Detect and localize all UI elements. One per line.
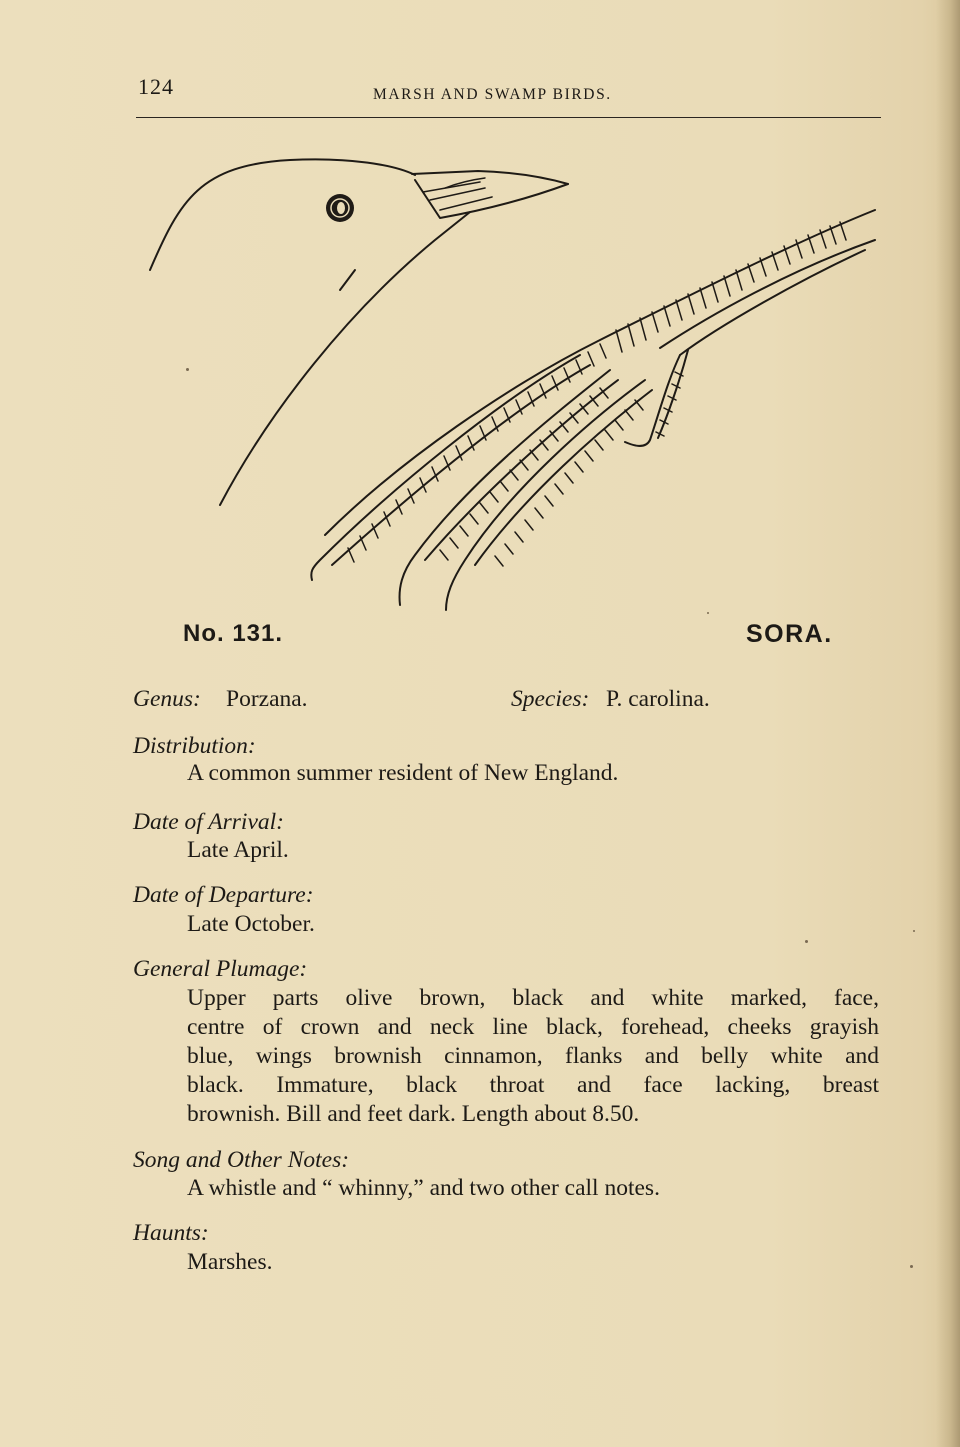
plumage-line: blue, wings brownish cinnamon, flanks and belly white and bbox=[187, 1043, 879, 1069]
departure-value: Late October. bbox=[187, 911, 315, 937]
running-head bbox=[0, 0, 960, 130]
tarsus-upper bbox=[325, 210, 875, 535]
head-outline bbox=[150, 159, 415, 270]
genus-label: Genus: bbox=[133, 686, 201, 712]
distribution-label: Distribution: bbox=[133, 733, 256, 759]
species-value: P. carolina. bbox=[606, 686, 710, 712]
bill-upper bbox=[412, 171, 568, 184]
nostril bbox=[445, 178, 485, 188]
sora-illustration bbox=[140, 140, 880, 620]
toe-middle-inner bbox=[425, 380, 618, 560]
arrival-label: Date of Arrival: bbox=[133, 809, 284, 835]
plumage-label: General Plumage: bbox=[133, 956, 308, 982]
toe-inner-b bbox=[475, 390, 652, 565]
haunts-value: Marshes. bbox=[187, 1249, 273, 1275]
plumage-line: Upper parts olive brown, black and white marked, face, bbox=[187, 985, 879, 1011]
species-label: Species: bbox=[511, 686, 590, 712]
haunts-label: Haunts: bbox=[133, 1220, 209, 1246]
sora-line-drawing bbox=[140, 140, 880, 620]
song-label: Song and Other Notes: bbox=[133, 1147, 350, 1173]
page-number: 124 bbox=[138, 74, 174, 99]
leg-back bbox=[680, 250, 865, 355]
plumage-line: brownish. Bill and feet dark. Length about 8.50. bbox=[187, 1101, 640, 1127]
scale-hatching bbox=[348, 222, 846, 566]
toe-inner bbox=[446, 380, 645, 610]
plumage-line: black. Immature, black throat and face lacking, breast bbox=[187, 1072, 879, 1098]
eye-icon bbox=[326, 194, 354, 222]
hind-toe-b bbox=[658, 350, 688, 438]
bill-mark bbox=[423, 182, 492, 210]
plumage-line: centre of crown and neck line black, forehead, cheeks grayish bbox=[187, 1014, 879, 1040]
toe-front-inner bbox=[332, 365, 590, 565]
song-value: A whistle and “ whinny,” and two other call notes. bbox=[187, 1175, 660, 1201]
header-rule bbox=[136, 117, 881, 118]
distribution-value: A common summer resident of New England. bbox=[187, 760, 619, 786]
neck-line bbox=[340, 270, 355, 290]
arrival-value: Late April. bbox=[187, 837, 289, 863]
departure-label: Date of Departure: bbox=[133, 882, 314, 908]
plumage-paragraph bbox=[187, 984, 879, 1129]
page-edge-shadow bbox=[936, 0, 960, 1447]
throat-line bbox=[220, 212, 470, 505]
entry-name: SORA. bbox=[746, 620, 833, 648]
entry-number: No. 131. bbox=[183, 620, 284, 647]
genus-value: Porzana. bbox=[226, 686, 308, 712]
running-title: MARSH AND SWAMP BIRDS. bbox=[373, 86, 612, 103]
